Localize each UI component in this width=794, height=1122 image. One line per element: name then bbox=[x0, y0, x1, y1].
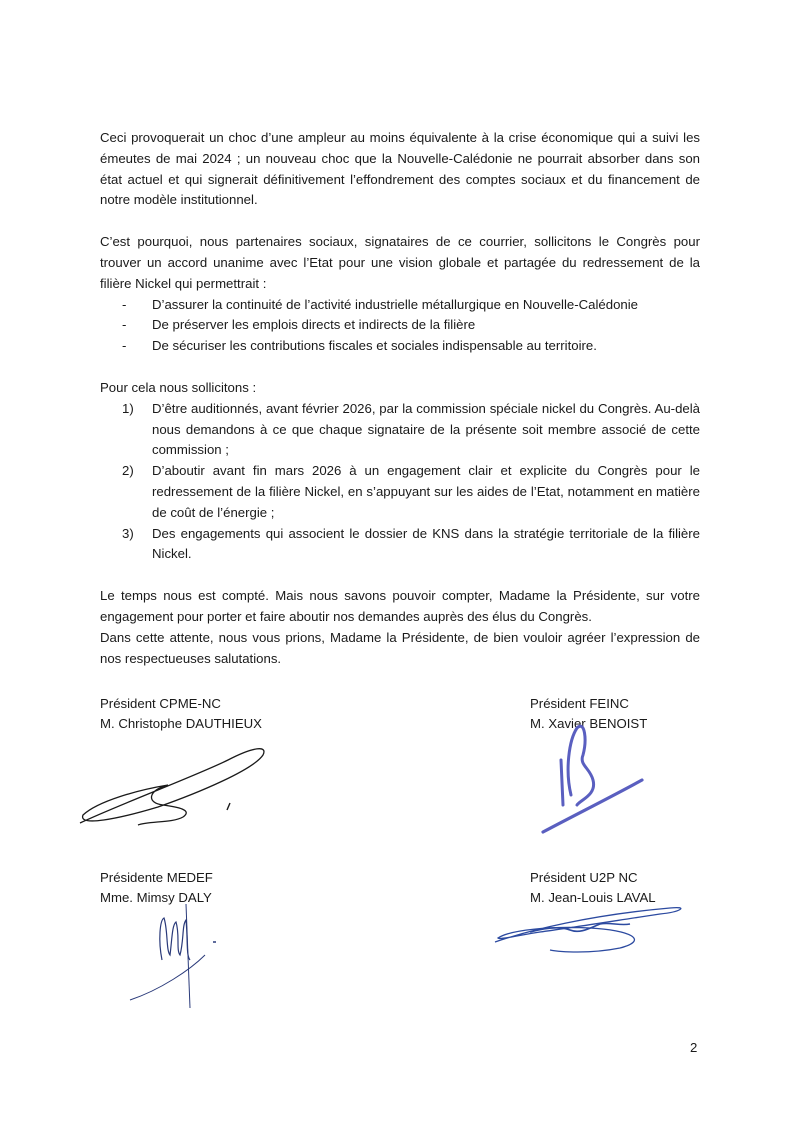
paragraph-shock-consequence: Ceci provoquerait un choc d’une ampleur au moins équivalente à la crise économique qui a suivi les émeutes de mai 2024 ; un nouveau choc que la Nouvelle-Calédonie ne pourrait absorber dans son état actuel et qui signerait définitivement l’effondrement des comptes sociaux et du financement de notre modèle institutionnel. bbox=[100, 130, 700, 208]
bullet-list bbox=[100, 295, 700, 357]
signature-dauthieux bbox=[78, 735, 278, 835]
body-text bbox=[100, 128, 700, 669]
page-number: 2 bbox=[690, 1040, 698, 1055]
signature-laval bbox=[490, 900, 690, 960]
signature-benoist bbox=[535, 720, 655, 840]
paragraph-time-counted: Le temps nous est compté. Mais nous savons pouvoir compter, Madame la Présidente, sur votre engagement pour porter et faire aboutir nos demandes auprès des élus du Congrès. bbox=[100, 588, 700, 624]
signatory-name: M. Christophe DAUTHIEUX bbox=[100, 716, 262, 731]
signatory-name: Mme. Mimsy DALY bbox=[100, 890, 212, 905]
list-item: - De préserver les emplois directs et indirects de la filière bbox=[122, 317, 476, 333]
paragraph-closing: Dans cette attente, nous vous prions, Madame la Présidente, de bien vouloir agréer l’expression de nos respectueuses salutations. bbox=[100, 629, 700, 666]
signatory-title: Président FEINC bbox=[530, 696, 629, 711]
paragraph-requests-intro: Pour cela nous sollicitons : bbox=[100, 379, 257, 395]
list-item: - De sécuriser les contributions fiscales et sociales indispensable au territoire. bbox=[122, 338, 597, 354]
paragraph-request-congress: C’est pourquoi, nous partenaires sociaux, signataires de ce courrier, sollicitons le Congrès pour trouver un accord unanime avec l’Etat pour une vision globale et partagée du redressement de la filière Nickel qui permettrait : bbox=[100, 234, 700, 291]
signature-daly bbox=[120, 900, 230, 1015]
signatory-cpme bbox=[100, 694, 262, 734]
signatory-name: M. Jean-Louis LAVAL bbox=[530, 890, 656, 905]
numbered-list bbox=[100, 399, 700, 565]
signatory-title: Présidente MEDEF bbox=[100, 870, 213, 885]
signatory-title: Président CPME-NC bbox=[100, 696, 221, 711]
signatory-title: Président U2P NC bbox=[530, 870, 638, 885]
list-item: 3) Des engagements qui associent le dossier de KNS dans la stratégie territoriale de la filière Nickel. bbox=[122, 525, 700, 562]
list-item: 2) D’aboutir avant fin mars 2026 à un engagement clair et explicite du Congrès pour le redressement de la filière Nickel, en s’appuyant sur les aides de l’Etat, notamment en matière de coût de l’énergie ; bbox=[122, 463, 700, 520]
list-item: 1) D’être auditionnés, avant février 2026, par la commission spéciale nickel du Congrès. Au-delà nous demandons à ce que chaque signataire de la présente soit membre associé de cette commission ; bbox=[122, 400, 700, 458]
signatory-name: M. Xavier BENOIST bbox=[530, 716, 648, 731]
list-item: - D’assurer la continuité de l’activité industrielle métallurgique en Nouvelle-Calédonie bbox=[122, 296, 638, 312]
